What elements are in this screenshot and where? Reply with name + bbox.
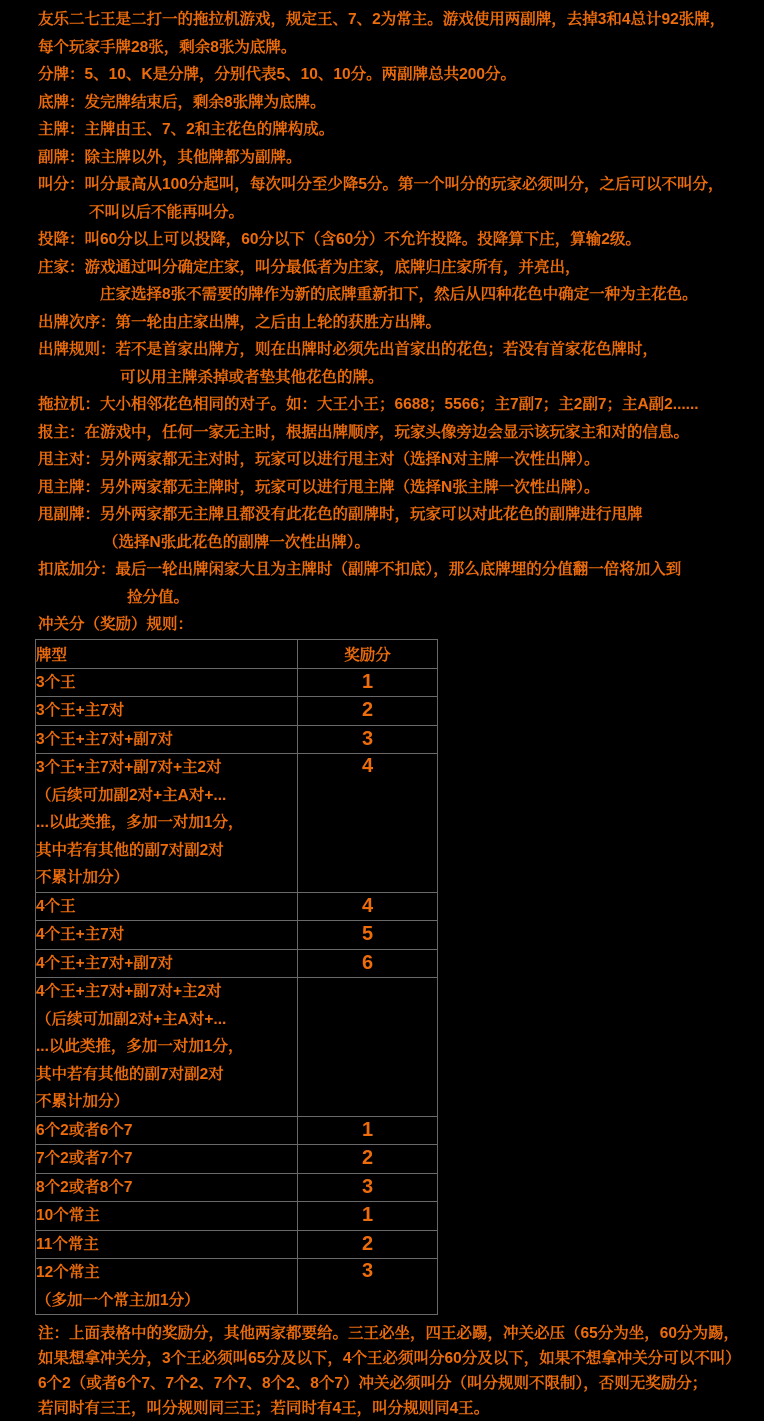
rule-line: 分牌：5、10、K是分牌，分别代表5、10、10分。两副牌总共200分。 — [38, 66, 517, 83]
rule-line: 每个玩家手牌28张，剩余8张为底牌。 — [38, 38, 297, 56]
score-cell: 2 — [298, 1145, 438, 1174]
reward-table — [35, 639, 438, 1316]
table-header-score: 奖励分 — [298, 639, 438, 668]
rule-line: 不叫以后不能再叫分。 — [89, 203, 245, 221]
type-cell — [36, 978, 298, 1117]
type-line: （后续可加副2对+主A对+... — [36, 1010, 227, 1028]
score-cell: 4 — [298, 754, 438, 893]
type-cell: 7个2或者7个7 — [36, 1145, 298, 1174]
type-cell: 4个王 — [36, 892, 298, 921]
type-cell: 3个王 — [36, 668, 298, 697]
type-line: （后续可加副2对+主A对+... — [36, 786, 227, 804]
score-cell: 5 — [298, 921, 438, 950]
table-row — [36, 1145, 438, 1174]
rule-line: 甩主牌：另外两家都无主牌时，玩家可以进行甩主牌（选择N张主牌一次性出牌）。 — [38, 478, 600, 496]
rule-line: 友乐二七王是二打一的拖拉机游戏，规定王、7、2为常主。游戏使用两副牌，去掉3和4总计92张牌， — [38, 11, 726, 28]
rule-line: 可以用主牌杀掉或者垫其他花色的牌。 — [120, 368, 384, 386]
footnote-block — [0, 1321, 764, 1421]
score-cell: 3 — [298, 1259, 438, 1315]
rule-line: （选择N张此花色的副牌一次性出牌）。 — [103, 533, 370, 551]
rule-line: 出牌次序：第一轮由庄家出牌，之后由上轮的获胜方出牌。 — [38, 313, 442, 331]
table-row — [36, 1259, 438, 1315]
type-cell: 3个王+主7对+副7对 — [36, 725, 298, 754]
type-cell: 4个王+主7对+副7对 — [36, 949, 298, 978]
type-line: 4个王+主7对+副7对+主2对 — [36, 983, 222, 1000]
type-cell — [36, 1259, 298, 1315]
type-cell: 6个2或者6个7 — [36, 1116, 298, 1145]
type-line: ...以此类推，多加一对加1分， — [36, 814, 244, 831]
table-header-type: 牌型 — [36, 639, 298, 668]
rule-line: 甩主对：另外两家都无主对时，玩家可以进行甩主对（选择N对主牌一次性出牌）。 — [38, 451, 600, 468]
table-row — [36, 754, 438, 893]
rule-line: 叫分：叫分最高从100分起叫，每次叫分至少降5分。第一个叫分的玩家必须叫分，之后可以不叫分， — [38, 176, 724, 193]
table-row — [36, 978, 438, 1117]
type-line: 其中若有其他的副7对副2对 — [36, 1065, 224, 1083]
note-line: 注：上面表格中的奖励分，其他两家都要给。三王必坐，四王必踢，冲关必压（65分为坐，60分为踢， — [38, 1325, 739, 1342]
table-row — [36, 1230, 438, 1259]
section-title-bonus-rules: 冲关分（奖励）规则： — [38, 616, 194, 633]
table-row — [36, 725, 438, 754]
note-line: 6个2（或者6个7、7个2、7个7、8个2、8个7）冲关必须叫分（叫分规则不限制），否则无奖励分； — [38, 1375, 708, 1392]
type-cell: 10个常主 — [36, 1202, 298, 1231]
rule-line: 投降：叫60分以上可以投降，60分以下（含60分）不允许投降。投降算下庄，算输2级。 — [38, 231, 641, 248]
table-row — [36, 892, 438, 921]
type-cell: 4个王+主7对 — [36, 921, 298, 950]
table-row — [36, 697, 438, 726]
type-cell: 3个王+主7对 — [36, 697, 298, 726]
rule-line: 捡分值。 — [127, 588, 190, 606]
type-line: （多加一个常主加1分） — [36, 1291, 200, 1309]
score-cell: 3 — [298, 1173, 438, 1202]
type-line: 不累计加分） — [36, 869, 130, 886]
rules-text-block — [0, 0, 764, 639]
rule-line: 拖拉机：大小相邻花色相同的对子。如：大王小王；6688；5566；主7副7；主2副7；主A副2...... — [38, 396, 699, 413]
table-row — [36, 949, 438, 978]
score-cell: 1 — [298, 1202, 438, 1231]
rule-line: 庄家：游戏通过叫分确定庄家，叫分最低者为庄家，底牌归庄家所有，并亮出， — [38, 258, 581, 276]
type-line: ...以此类推，多加一对加1分， — [36, 1038, 244, 1055]
type-cell: 8个2或者8个7 — [36, 1173, 298, 1202]
rule-line: 甩副牌：另外两家都无主牌且都没有此花色的副牌时，玩家可以对此花色的副牌进行甩牌 — [38, 506, 643, 523]
type-cell: 11个常主 — [36, 1230, 298, 1259]
rule-line: 底牌：发完牌结束后，剩余8张牌为底牌。 — [38, 93, 326, 111]
score-cell: 4 — [298, 892, 438, 921]
score-cell: 2 — [298, 1230, 438, 1259]
score-cell: 2 — [298, 697, 438, 726]
rule-line: 主牌：主牌由王、7、2和主花色的牌构成。 — [38, 121, 335, 138]
score-cell: 1 — [298, 668, 438, 697]
table-row — [36, 1173, 438, 1202]
type-line: 不累计加分） — [36, 1093, 130, 1110]
type-line: 3个王+主7对+副7对+主2对 — [36, 759, 222, 776]
type-cell — [36, 754, 298, 893]
type-line: 12个常主 — [36, 1264, 100, 1281]
table-row — [36, 668, 438, 697]
note-line: 若同时有三王，叫分规则同三王；若同时有4王，叫分规则同4王。 — [38, 1400, 490, 1417]
score-cell — [298, 978, 438, 1117]
rule-line: 扣底加分：最后一轮出牌闲家大且为主牌时（副牌不扣底），那么底牌埋的分值翻一倍将加入到 — [38, 561, 682, 578]
score-cell: 1 — [298, 1116, 438, 1145]
table-row — [36, 1116, 438, 1145]
table-header-row — [36, 639, 438, 668]
table-row — [36, 1202, 438, 1231]
note-line: 如果想拿冲关分，3个王必须叫65分及以下，4个王必须叫分60分及以下，如果不想拿冲关分可以不叫） — [38, 1350, 741, 1367]
score-cell: 6 — [298, 949, 438, 978]
rule-line: 出牌规则：若不是首家出牌方，则在出牌时必须先出首家出的花色；若没有首家花色牌时， — [38, 341, 659, 358]
rule-line: 报主：在游戏中，任何一家无主时，根据出牌顺序，玩家头像旁边会显示该玩家主和对的信息。 — [38, 423, 690, 441]
table-row — [36, 921, 438, 950]
rule-line: 副牌：除主牌以外，其他牌都为副牌。 — [38, 148, 302, 166]
rule-line: 庄家选择8张不需要的牌作为新的底牌重新扣下，然后从四种花色中确定一种为主花色。 — [100, 286, 698, 303]
score-cell: 3 — [298, 725, 438, 754]
type-line: 其中若有其他的副7对副2对 — [36, 841, 224, 859]
